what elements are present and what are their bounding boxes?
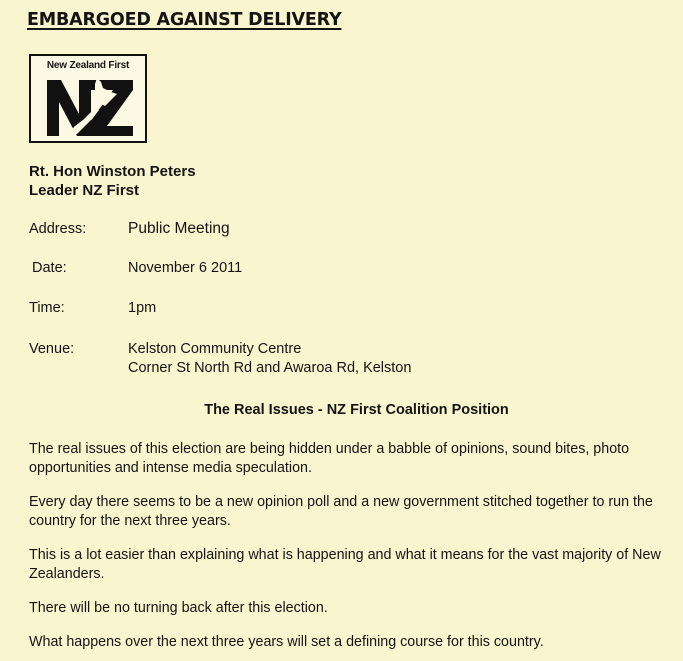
logo-text: New Zealand First bbox=[46, 60, 130, 71]
venue-line-2: Corner St North Rd and Awaroa Rd, Kelston bbox=[128, 360, 412, 376]
address-value: Public Meeting bbox=[128, 220, 230, 237]
address-label: Address: bbox=[29, 221, 87, 237]
paragraph-5: What happens over the next three years will set a defining course for this country. bbox=[29, 634, 544, 650]
venue-line-1: Kelston Community Centre bbox=[128, 341, 302, 357]
speaker-name: Rt. Hon Winston Peters bbox=[29, 163, 196, 180]
time-label: Time: bbox=[29, 300, 65, 316]
paragraph-1: The real issues of this election are being hidden under a babble of opinions, sound bites, photo opportunities and intense media speculation. bbox=[29, 441, 630, 476]
speaker-title: Leader NZ First bbox=[29, 182, 140, 199]
paragraph-4: There will be no turning back after this election. bbox=[29, 600, 328, 616]
nz-first-logo bbox=[29, 54, 147, 143]
paragraph-2: Every day there seems to be a new opinion poll and a new government stitched together to run the country for the next three years. bbox=[29, 494, 653, 529]
time-value: 1pm bbox=[128, 300, 157, 316]
date-label: Date: bbox=[32, 260, 67, 276]
venue-label: Venue: bbox=[29, 341, 75, 357]
embargo-heading: EMBARGOED AGAINST DELIVERY bbox=[27, 10, 342, 30]
section-heading: The Real Issues - NZ First Coalition Position bbox=[204, 402, 509, 418]
nz-map-logo-icon bbox=[45, 74, 135, 140]
paragraph-3: This is a lot easier than explaining what is happening and what it means for the vast majority of New Zealanders. bbox=[29, 547, 661, 582]
date-value: November 6 2011 bbox=[128, 260, 243, 276]
